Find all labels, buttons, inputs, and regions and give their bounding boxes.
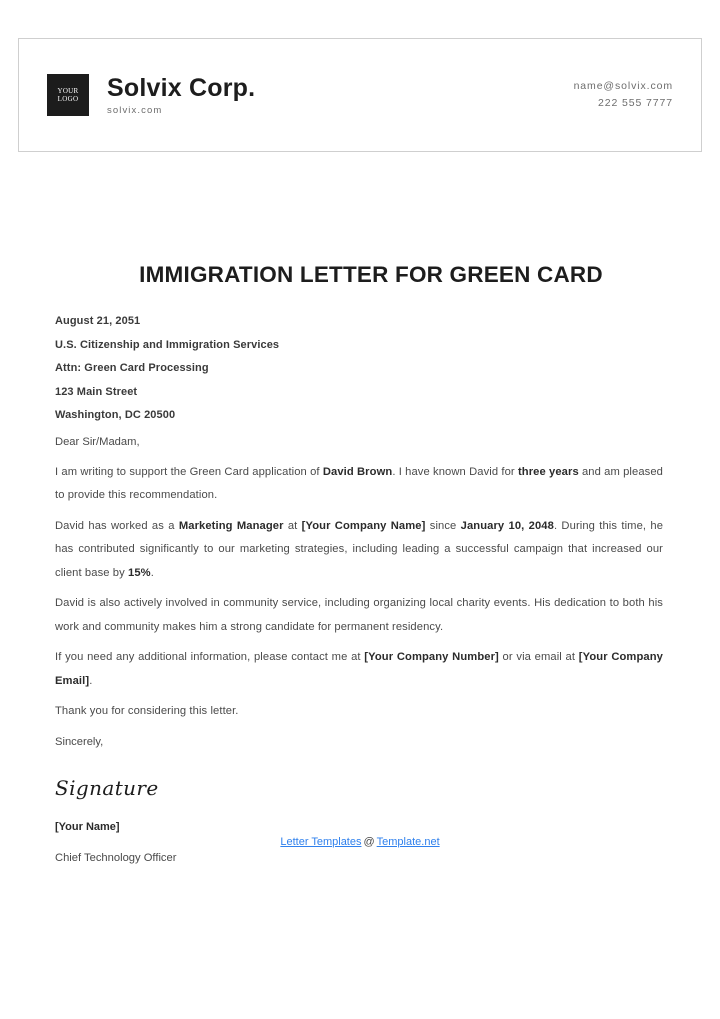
p4-text-a: If you need any additional information, please contact me at bbox=[55, 651, 365, 663]
company-logo-icon bbox=[47, 74, 89, 116]
contact-email: name@solvix.com bbox=[573, 80, 673, 92]
p2-text-c: at bbox=[283, 519, 302, 532]
brand-text bbox=[107, 74, 255, 116]
recipient-street: 123 Main Street bbox=[55, 385, 138, 398]
logo-line-1: YOUR bbox=[57, 87, 79, 95]
signer-name: [Your Name] bbox=[55, 821, 120, 833]
p2-text-g: . During this time, he has contributed significantly to our marketing strategies, including leading a successful campaign that increased our client base by bbox=[55, 519, 664, 579]
company-name: Solvix Corp. bbox=[107, 74, 256, 102]
footer bbox=[0, 836, 720, 848]
p2-text-i: . bbox=[150, 566, 154, 579]
salutation: Dear Sir/Madam, bbox=[55, 435, 140, 448]
brand-block bbox=[47, 74, 574, 116]
company-website: solvix.com bbox=[107, 105, 163, 116]
paragraph-2 bbox=[55, 508, 663, 586]
letter-templates-link[interactable]: Letter Templates bbox=[280, 836, 362, 848]
p1-text-e: and am pleased to provide this recommendation. bbox=[55, 465, 663, 501]
applicant-name: David Brown bbox=[322, 465, 393, 478]
signature-image: Signature bbox=[55, 776, 159, 800]
recipient-attention: Attn: Green Card Processing bbox=[55, 362, 209, 374]
paragraph-4 bbox=[55, 639, 663, 693]
letter-date: August 21, 2051 bbox=[55, 315, 141, 327]
letterhead bbox=[18, 38, 702, 152]
p4-text-c: or via email at bbox=[498, 651, 579, 663]
p1-text-c: . I have known David for bbox=[392, 465, 518, 478]
logo-line-2: LOGO bbox=[57, 95, 79, 103]
company-email-placeholder: [Your Company Email] bbox=[55, 651, 663, 687]
p2-text-a: David has worked as a bbox=[55, 519, 179, 532]
signer-role: Chief Technology Officer bbox=[55, 852, 177, 864]
paragraph-3: David is also actively involved in community service, including organizing local charity events. His dedication to both his work and community makes him a strong candidate for permanent residency. bbox=[55, 597, 663, 633]
template-net-link[interactable]: Template.net bbox=[376, 836, 440, 848]
page-title: IMMIGRATION LETTER FOR GREEN CARD bbox=[139, 262, 603, 287]
company-placeholder: [Your Company Name] bbox=[301, 519, 426, 532]
letter-body bbox=[55, 262, 663, 869]
p4-text-e: . bbox=[89, 674, 93, 687]
contact-phone: 222 555 7777 bbox=[597, 97, 673, 109]
p2-text-e: since bbox=[425, 519, 461, 532]
contact-block bbox=[574, 78, 673, 112]
known-duration: three years bbox=[517, 465, 579, 478]
job-title: Marketing Manager bbox=[178, 519, 284, 532]
recipient-city: Washington, DC 20500 bbox=[55, 409, 176, 421]
recipient-organization: U.S. Citizenship and Immigration Services bbox=[55, 338, 280, 351]
growth-percent: 15% bbox=[128, 566, 151, 579]
p1-text-a: I am writing to support the Green Card application of bbox=[55, 465, 323, 478]
closing: Sincerely, bbox=[55, 735, 104, 748]
company-number-placeholder: [Your Company Number] bbox=[364, 651, 499, 663]
paragraph-5: Thank you for considering this letter. bbox=[55, 705, 239, 717]
paragraph-1 bbox=[55, 454, 663, 508]
footer-separator: @ bbox=[363, 836, 375, 848]
start-date: January 10, 2048 bbox=[460, 519, 554, 532]
